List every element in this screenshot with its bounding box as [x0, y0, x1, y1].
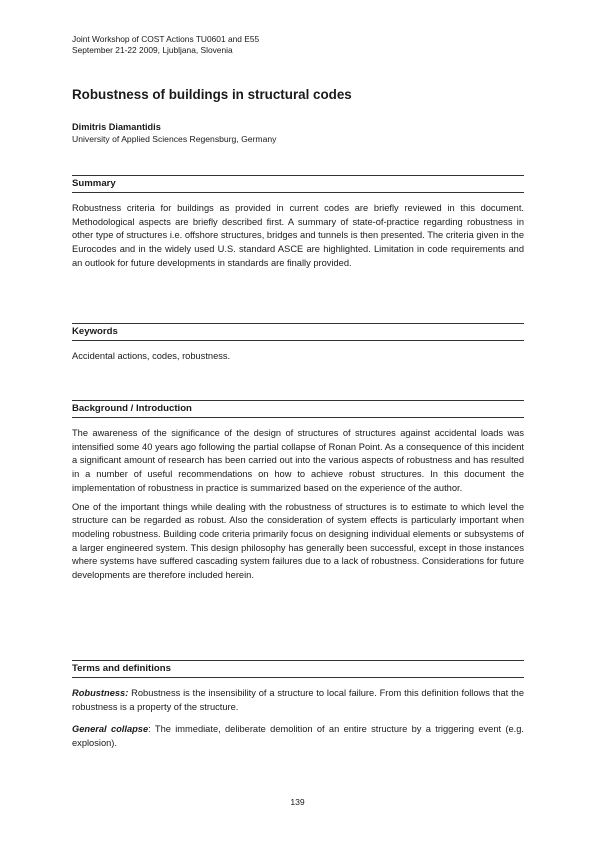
summary-heading: Summary [72, 175, 524, 193]
page-number: 139 [290, 797, 305, 807]
keywords-section [72, 323, 524, 364]
running-header [72, 34, 259, 56]
term-definition [72, 687, 524, 714]
background-paragraph: The awareness of the significance of the design of structures of structures against accidental loads was intensified some 40 years ago following the partial collapse of Ronan Point. As a consequence of this incident a significant amount of research has been carried out into the various aspects of robustness and has resulted in a number of useful recommendations on how to achieve robust structures. In this document the implementation of robustness in practice is summarized based on the experience of the author. [72, 428, 524, 493]
author-block [72, 121, 276, 145]
summary-text: Robustness criteria for buildings as provided in current codes are briefly reviewed in this document. Methodological aspects are briefly described first. A summary of state-of-practice regarding robustness in other type of structures i.e. offshore structures, bridges and tunnels is then presented. The criteria given in the Eurocodes and in the widely used U.S. standard ASCE are highlighted. Limitation in code requirements and an outlook for future developments in standards are finally provided. [72, 203, 524, 268]
term-label: Robustness: [72, 688, 129, 698]
header-line-1: Joint Workshop of COST Actions TU0601 and E55 [72, 34, 260, 44]
background-section [72, 400, 524, 583]
term-label: General collapse [72, 724, 149, 735]
keywords-text: Accidental actions, codes, robustness. [72, 351, 231, 361]
background-paragraph: One of the important things while dealing with the robustness of structures is to estimate to which level the structure can be regarded as robust. Also the consideration of system effects is particularly important when modeling robustness. Building code criteria primarily focus on designing individual elements or subsystems of a larger engineered system. This design philosophy has generally been successful, except in those instances where systems have suffered cascading system failures due to a lack of robustness. Considerations for future developments are therefore included herein. [72, 501, 524, 581]
keywords-heading: Keywords [72, 323, 524, 341]
background-heading: Background / Introduction [72, 400, 524, 418]
author-name: Dimitris Diamantidis [72, 122, 161, 132]
terms-section [72, 660, 524, 751]
header-line-2: September 21-22 2009, Ljubljana, Slovenia [72, 45, 233, 55]
terms-heading: Terms and definitions [72, 660, 524, 678]
summary-section [72, 175, 524, 271]
paper-title: Robustness of buildings in structural codes [72, 87, 352, 102]
author-affiliation: University of Applied Sciences Regensburg, Germany [72, 134, 277, 144]
definition-text: : The immediate, deliberate demolition of an entire structure by a triggering event (e.g. explosion). [72, 724, 524, 749]
term-definition [72, 723, 524, 750]
definition-text: Robustness is the insensibility of a structure to local failure. From this definition follows that the robustness is a property of the structure. [72, 688, 524, 712]
